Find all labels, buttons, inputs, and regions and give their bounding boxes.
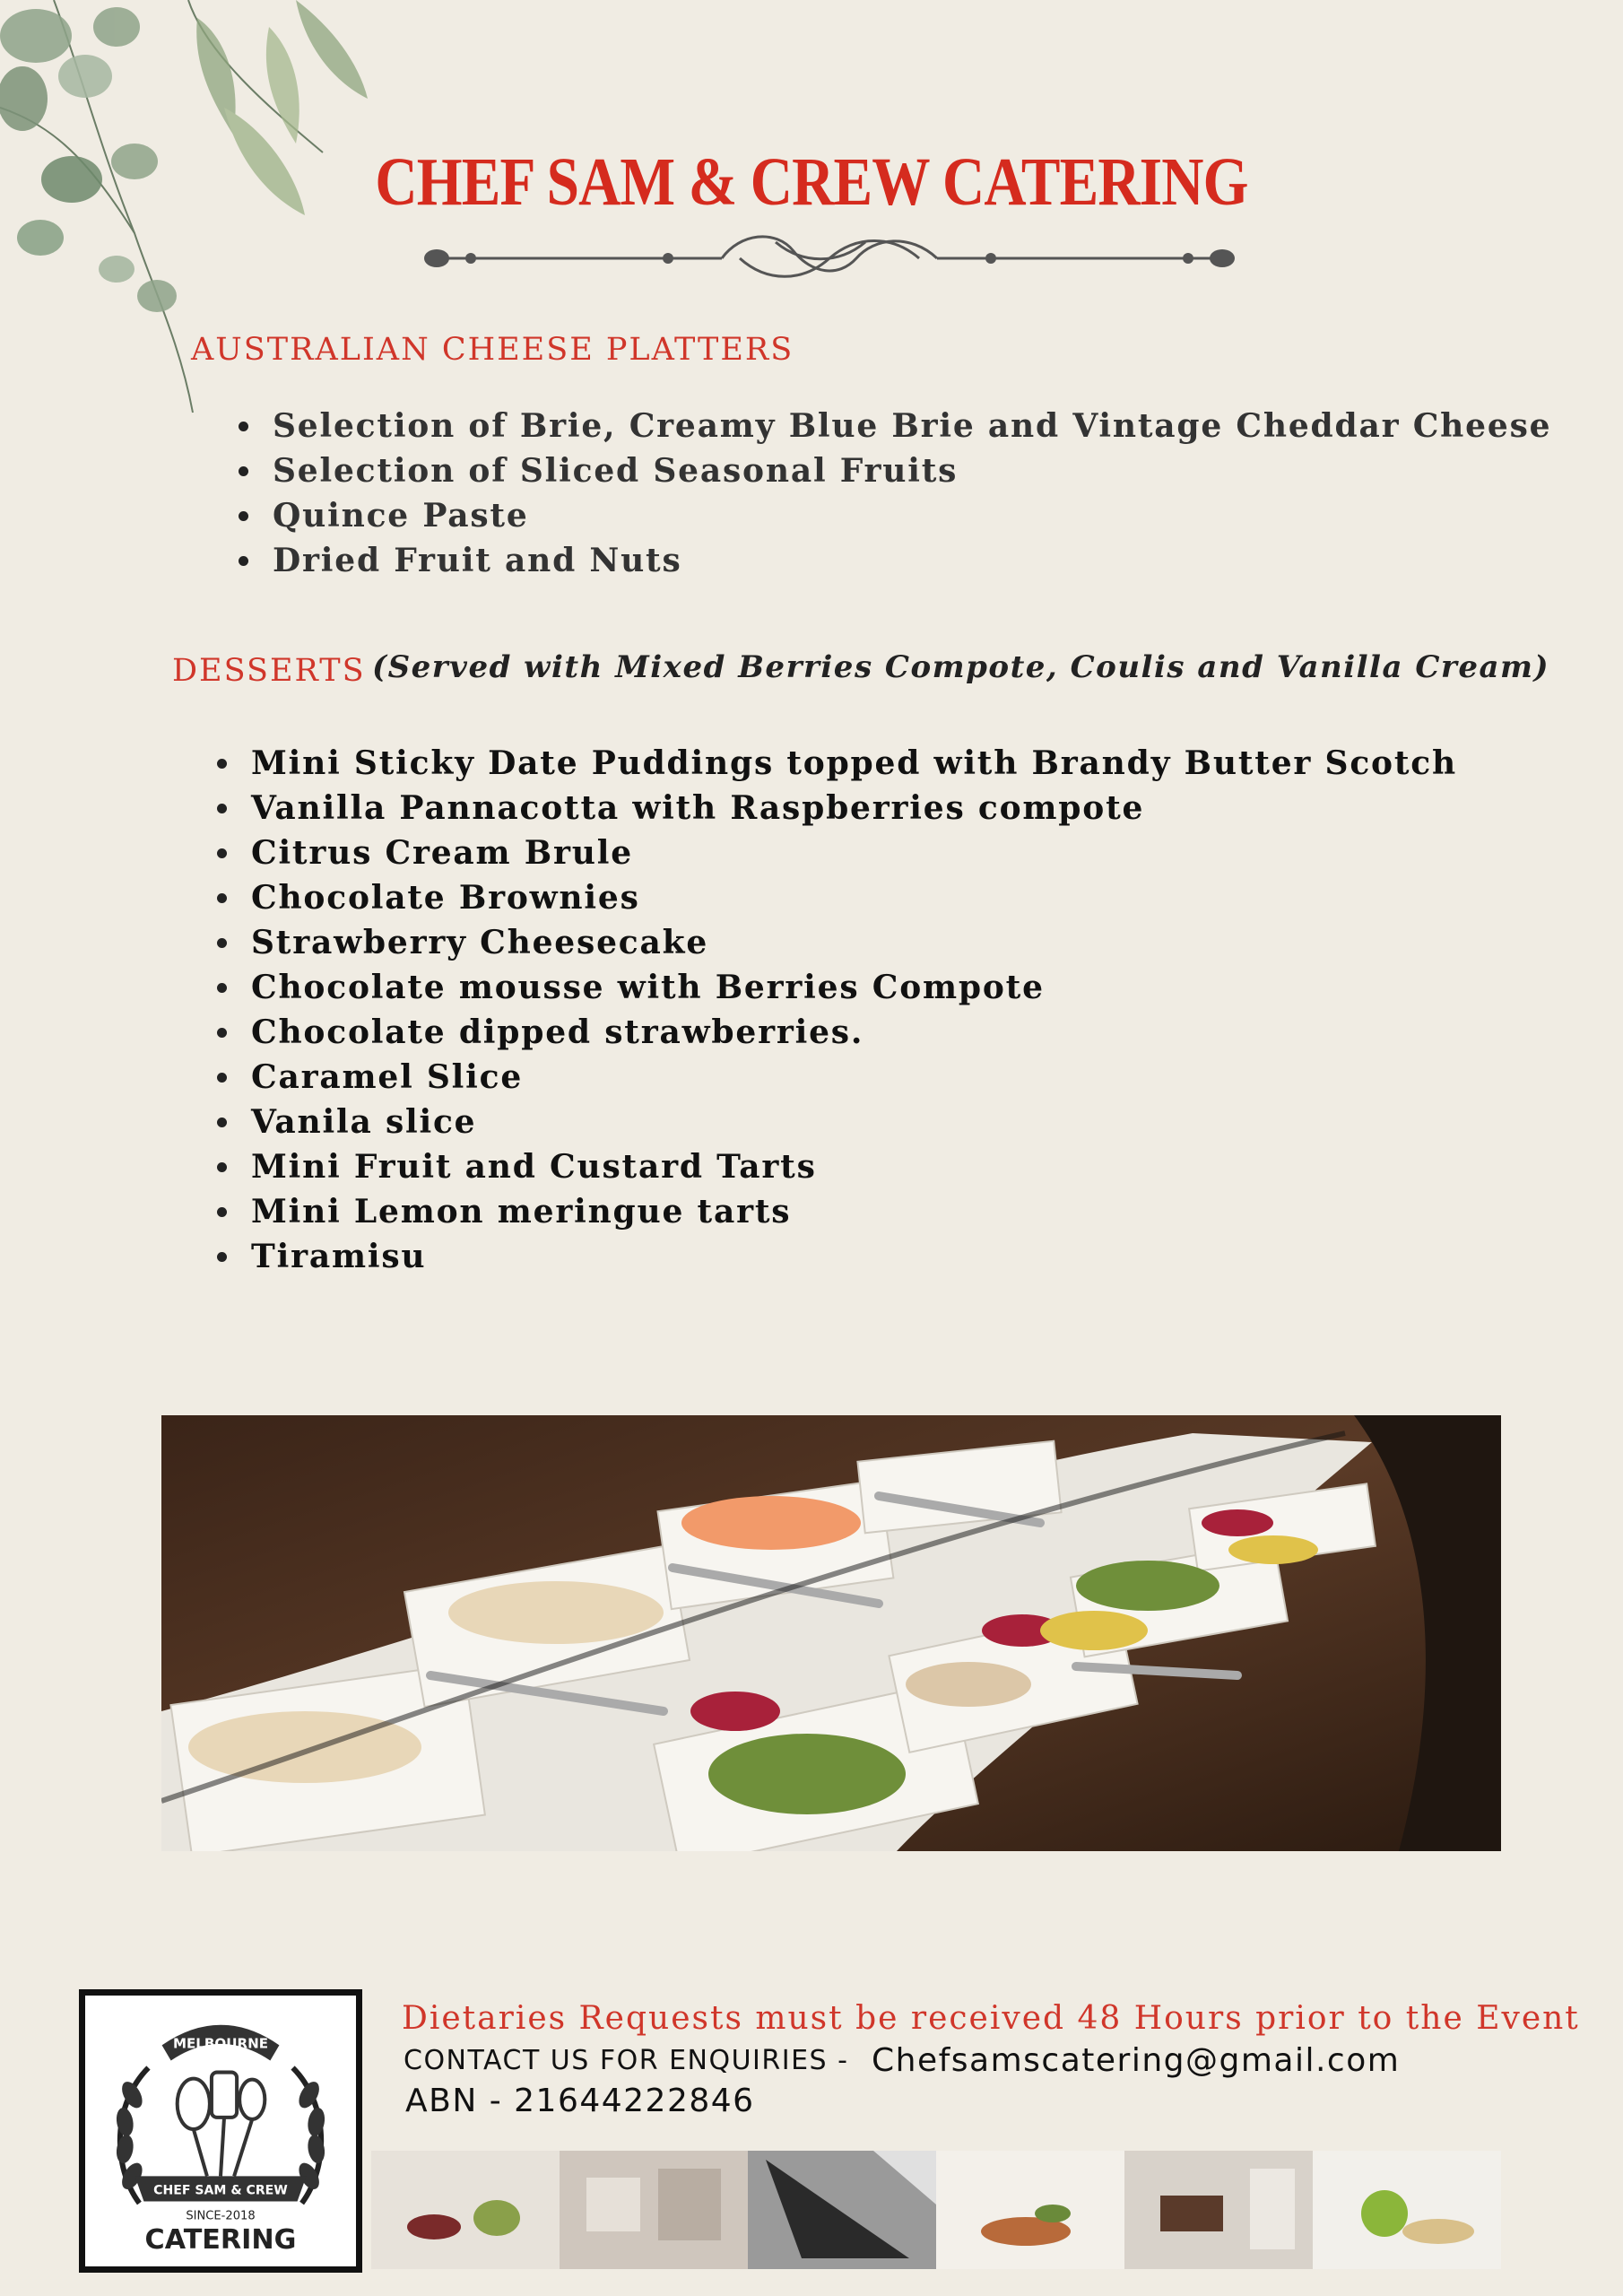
strip-photo xyxy=(1313,2151,1501,2269)
contact-label: CONTACT US FOR ENQUIRIES - xyxy=(404,2045,849,2076)
strip-photo xyxy=(936,2151,1124,2269)
list-item: Caramel Slice xyxy=(213,1055,1457,1100)
cheese-platters-list xyxy=(235,404,1551,583)
desserts-list xyxy=(213,741,1457,1279)
strip-photo xyxy=(371,2151,560,2269)
buffet-photo xyxy=(161,1415,1501,1851)
list-item: Selection of Sliced Seasonal Fruits xyxy=(235,448,1551,493)
list-item: Mini Sticky Date Puddings topped with Brandy Butter Scotch xyxy=(213,741,1457,786)
list-item: Chocolate mousse with Berries Compote xyxy=(213,965,1457,1010)
contact-email[interactable]: Chefsamscatering@gmail.com xyxy=(872,2042,1401,2079)
list-item: Chocolate dipped strawberries. xyxy=(213,1010,1457,1055)
list-item: Mini Lemon meringue tarts xyxy=(213,1189,1457,1234)
list-item: Strawberry Cheesecake xyxy=(213,920,1457,965)
food-photo-strip xyxy=(371,2151,1501,2269)
list-item: Citrus Cream Brule xyxy=(213,831,1457,875)
abn-number: ABN - 21644222846 xyxy=(405,2083,755,2119)
logo-since-text: SINCE-2018 xyxy=(186,2209,256,2223)
list-item: Vanilla Pannacotta with Raspberries compote xyxy=(213,786,1457,831)
list-item: Mini Fruit and Custard Tarts xyxy=(213,1144,1457,1189)
list-item: Dried Fruit and Nuts xyxy=(235,538,1551,583)
strip-photo xyxy=(1124,2151,1313,2269)
dietary-notice: Dietaries Requests must be received 48 Hours prior to the Event xyxy=(402,2000,1580,2037)
list-item: Tiramisu xyxy=(213,1234,1457,1279)
catering-logo xyxy=(79,1989,362,2273)
cheese-platters-heading: AUSTRALIAN CHEESE PLATTERS xyxy=(191,332,794,368)
logo-name-text: CATERING xyxy=(144,2223,297,2256)
strip-photo xyxy=(560,2151,748,2269)
logo-emblem-icon xyxy=(85,1996,356,2266)
logo-top-text: MELBOURNE xyxy=(172,2035,269,2052)
list-item: Chocolate Brownies xyxy=(213,875,1457,920)
ornamental-flourish-icon xyxy=(417,215,1242,305)
desserts-heading: DESSERTS xyxy=(172,653,366,689)
strip-photo xyxy=(748,2151,936,2269)
list-item: Selection of Brie, Creamy Blue Brie and Vintage Cheddar Cheese xyxy=(235,404,1551,448)
logo-ribbon-text: CHEF SAM & CREW xyxy=(153,2183,288,2198)
page-title: CHEF SAM & CREW CATERING xyxy=(375,144,1248,220)
desserts-note: (Served with Mixed Berries Compote, Coulis and Vanilla Cream) xyxy=(372,649,1550,685)
list-item: Vanila slice xyxy=(213,1100,1457,1144)
list-item: Quince Paste xyxy=(235,493,1551,538)
